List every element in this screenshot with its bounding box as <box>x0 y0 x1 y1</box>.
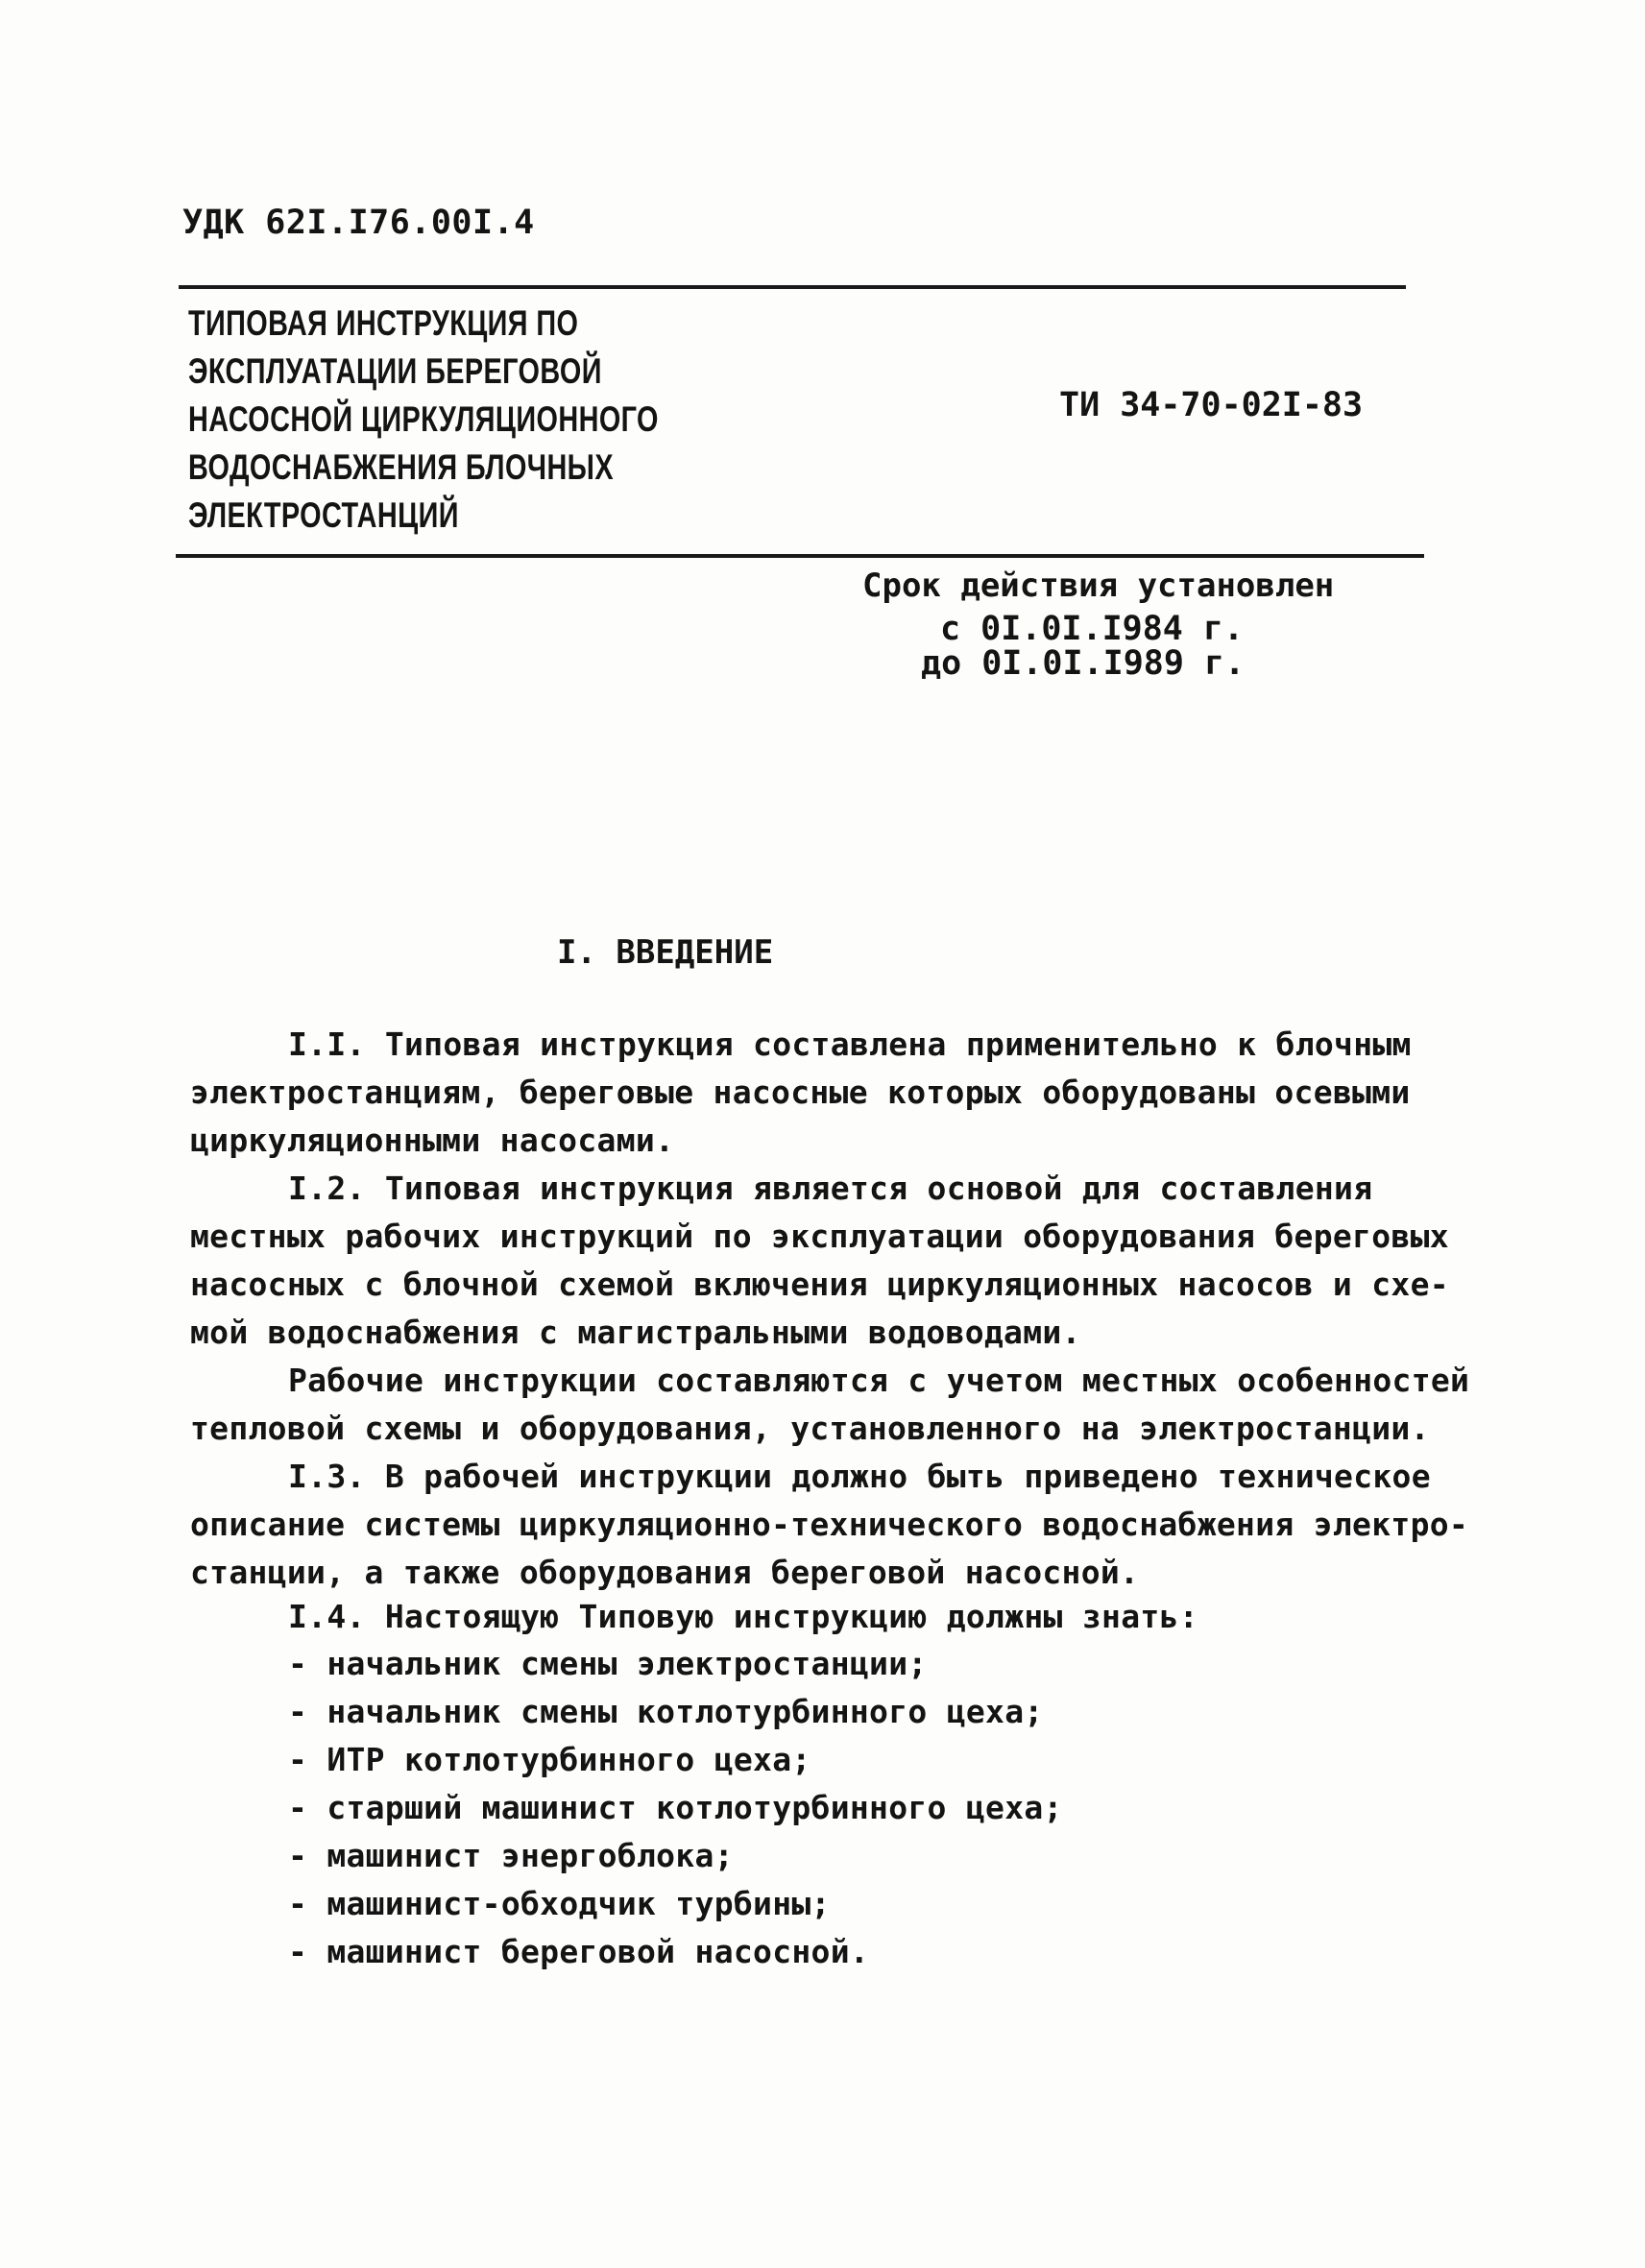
title-line: НАСОСНОЙ ЦИРКУЛЯЦИОННОГО <box>188 399 659 439</box>
paragraph-line: Рабочие инструкции составляются с учетом местных особенностей <box>288 1362 1470 1399</box>
header-top-rule <box>179 285 1406 289</box>
paragraph-line: станции, а также оборудования береговой насосной. <box>190 1554 1140 1591</box>
title-line: ЭКСПЛУАТАЦИИ БЕРЕГОВОЙ <box>188 351 602 391</box>
paragraph-line: мой водоснабжения с магистральными водоводами. <box>190 1314 1081 1351</box>
validity-from: с 0I.0I.I984 г. <box>940 610 1245 648</box>
paragraph-line: I.3. В рабочей инструкции должно быть приведено техническое <box>288 1458 1431 1495</box>
document-code: ТИ 34-70-02I-83 <box>1059 386 1364 424</box>
paragraph-line: описание системы циркуляционно-технического водоснабжения электро- <box>190 1506 1469 1543</box>
udk-code: УДК 62I.I76.00I.4 <box>182 204 535 242</box>
paragraph-line: тепловой схемы и оборудования, установленного на электростанции. <box>190 1410 1430 1447</box>
list-item: - старший машинист котлотурбинного цеха; <box>288 1789 1063 1826</box>
paragraph-line: I.2. Типовая инструкция является основой для составления <box>288 1170 1373 1207</box>
validity-label: Срок действия установлен <box>862 567 1335 605</box>
title-line: ТИПОВАЯ ИНСТРУКЦИЯ ПО <box>188 303 579 343</box>
document-title <box>188 300 659 540</box>
header-bottom-rule <box>176 554 1424 558</box>
paragraph-line: циркуляционными насосами. <box>190 1122 675 1159</box>
list-item: - начальник смены котлотурбинного цеха; <box>288 1693 1044 1730</box>
list-item: - машинист береговой насосной. <box>288 1933 870 1970</box>
list-item: - начальник смены электростанции; <box>288 1645 928 1682</box>
paragraph-line: электростанциям, береговые насосные которых оборудованы осевыми <box>190 1074 1411 1111</box>
title-line: ЭЛЕКТРОСТАНЦИЙ <box>188 495 459 535</box>
list-item: - машинист энергоблока; <box>288 1837 734 1874</box>
paragraph-line: местных рабочих инструкций по эксплуатации оборудования береговых <box>190 1218 1449 1255</box>
validity-to: до 0I.0I.I989 г. <box>921 644 1246 683</box>
paragraph-line: I.I. Типовая инструкция составлена применительно к блочным <box>288 1025 1412 1063</box>
section-heading: I. ВВЕДЕНИЕ <box>557 933 774 972</box>
paragraph-line: насосных с блочной схемой включения циркуляционных насосов и схе- <box>190 1266 1449 1303</box>
list-item: - ИТР котлотурбинного цеха; <box>288 1741 811 1778</box>
title-line: ВОДОСНАБЖЕНИЯ БЛОЧНЫХ <box>188 447 614 487</box>
list-item: - машинист-обходчик турбины; <box>288 1885 831 1922</box>
paragraph-line: I.4. Настоящую Типовую инструкцию должны знать: <box>288 1598 1198 1635</box>
